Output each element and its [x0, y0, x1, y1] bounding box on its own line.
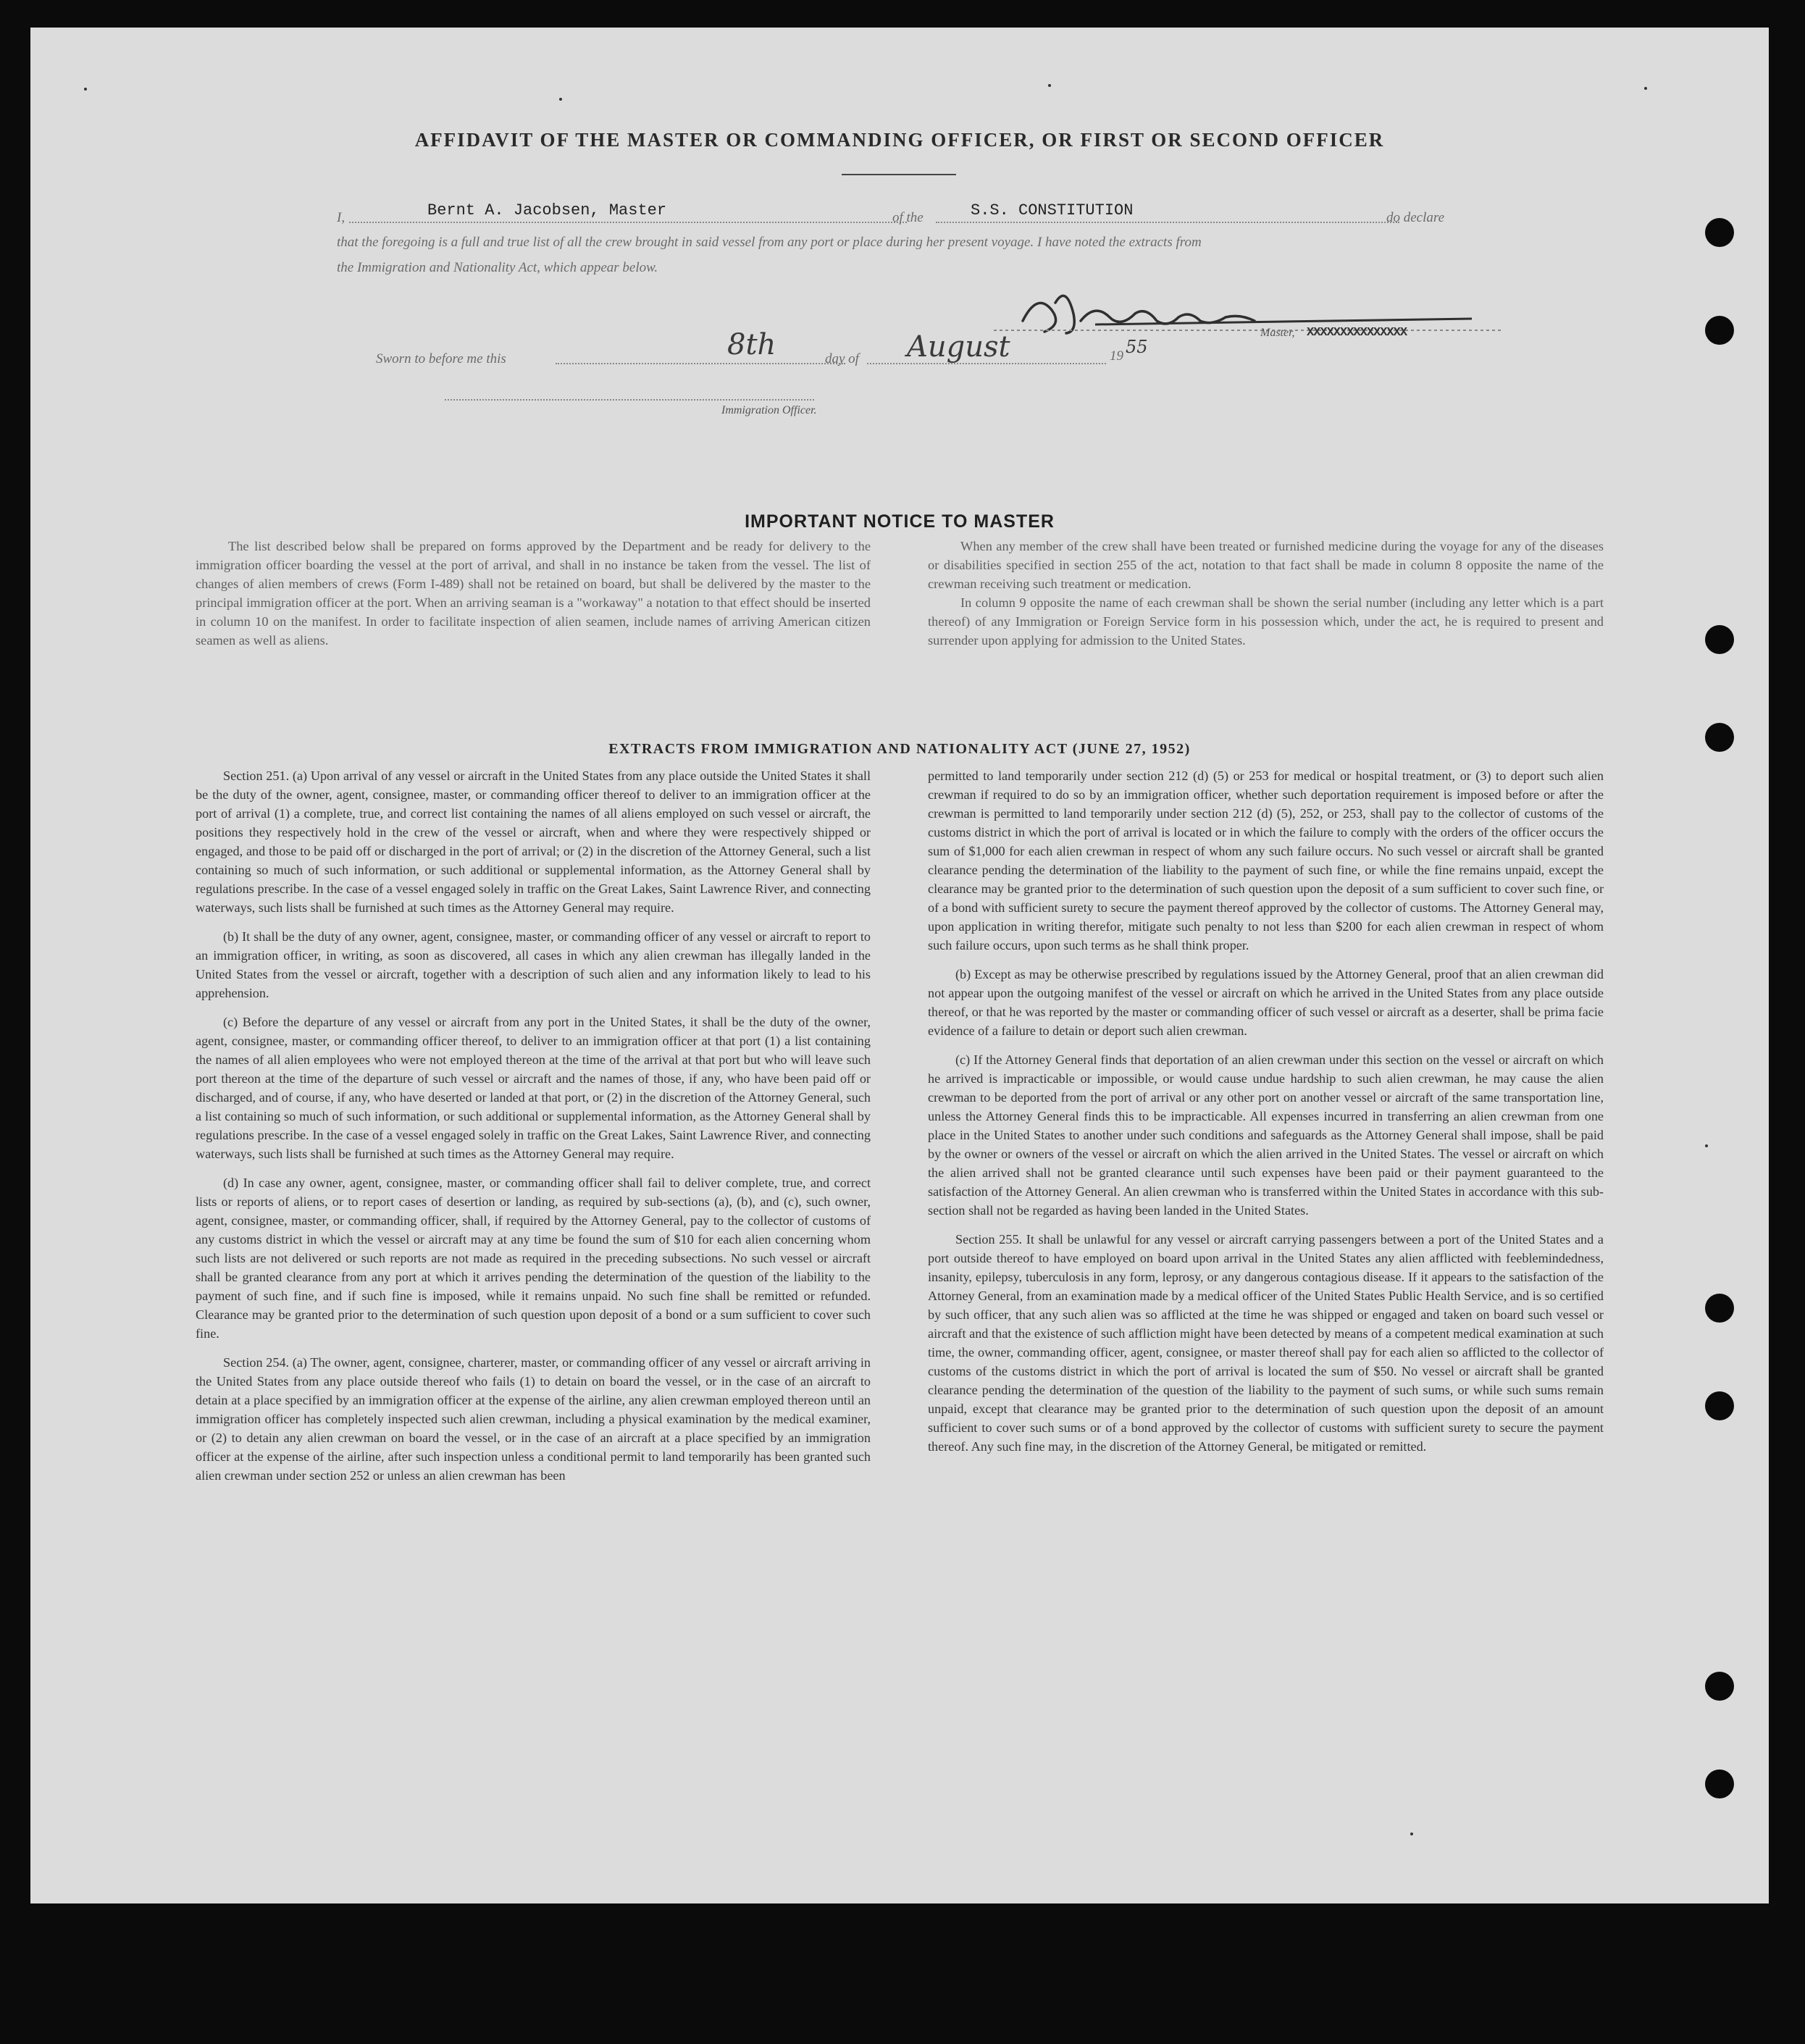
master-label: Master, — [1260, 327, 1295, 339]
speck — [1705, 1144, 1708, 1147]
declaration-line-2: the Immigration and Nationality Act, which appear below. — [337, 260, 658, 275]
title-rule — [842, 174, 956, 175]
day-of-label: day of — [825, 351, 859, 367]
notice-right-paragraph-1: When any member of the crew shall have been treated or furnished medicine during the voyage for any of the diseases or disabilities specified in section 255 of the act, notation to that fact shall be made in column 8 opposite the name of the crewman receiving such treatment or medication. — [928, 539, 1604, 591]
do-declare-label: do declare — [1386, 210, 1445, 225]
sworn-day: 8th — [727, 328, 776, 361]
year-suffix: 55 — [1126, 337, 1148, 357]
notice-title: IMPORTANT NOTICE TO MASTER — [745, 511, 1055, 532]
struck-title: XXXXXXXXXXXXXXX — [1307, 326, 1407, 340]
name-dotted-line — [349, 222, 907, 223]
speck — [1644, 87, 1647, 90]
vessel-dotted-line — [936, 222, 1399, 223]
notice-right-column — [928, 537, 1604, 650]
master-signature — [994, 281, 1501, 346]
section-254a: Section 254. (a) The owner, agent, consignee, charterer, master, or commanding officer of any vessel or aircraft arriving in the United States from any place outside thereof who fails (1) to detain on board the vessel, or in the case of an aircraft to detain at a place specified by an immigration officer at the expense of the airline, any alien crewman employed thereon until an immigration officer has completely inspected such alien crewman, including a physical examination by the medical examiner, or (2) to detain any alien crewman on board the vessel, or in the case of an aircraft at a place specified by an immigration officer at the expense of the airline, after such inspection unless a conditional permit to land temporarily has been granted such alien crewman under section 252 or unless an alien crewman has been — [196, 1355, 871, 1483]
binder-hole — [1705, 218, 1734, 247]
speck — [1410, 1833, 1413, 1835]
extracts-right-column — [928, 766, 1604, 1466]
year-prefix: 19 — [1110, 348, 1123, 364]
binder-hole — [1705, 1391, 1734, 1420]
notice-right-paragraph-2: In column 9 opposite the name of each crewman shall be shown the serial number (including any letter which is a part thereof) of any Immigration or Foreign Service form in his possession which, under the act, he is required to present and surrender upon applying for admission to the United States. — [928, 595, 1604, 648]
sworn-month: August — [907, 330, 1010, 364]
officer-label: Immigration Officer. — [721, 404, 817, 416]
extracts-left-column — [196, 766, 871, 1495]
binder-hole — [1705, 723, 1734, 752]
day-dotted-line — [556, 363, 845, 364]
section-255: Section 255. It shall be unlawful for any vessel or aircraft carrying passengers between a port of the United States and a port outside thereof to have employed on board upon arrival in the United States any alien afflicted with feeblemindedness, insanity, epilepsy, tuberculosis in any form, leprosy, or any dangerous contagious disease. If it appears to the satisfaction of the Attorney General, from an examination made by a medical officer of the United States Public Health Service, and is so certified by such officer, that any such alien was so afflicted at the time he was shipped or engaged and taken on board such vessel or aircraft and that the existence of such affliction might have been detected by means of a competent medical examination at such time, the owner, commanding officer, agent, consignee, or master thereof shall pay for each alien so afflicted to the collector of customs of the customs district in which the port of arrival is located the sum of $50. No vessel or aircraft shall be granted clearance pending the determination of the question of the liability to the payment of such sums, or while such sums remain unpaid, except that clearance may be granted prior to the determination of such question upon the deposit of an amount sufficient to cover such sums or of a bond approved by the collector of customs with sufficient surety to secure the payment thereof. Any such fine may, in the discretion of the Attorney General, be mitigated or remitted. — [928, 1232, 1604, 1454]
notice-left-paragraph: The list described below shall be prepared on forms approved by the Department and be ready for delivery to the immigration officer boarding the vessel at the port of arrival, and shall in no instance be taken from the vessel. The list of changes of alien members of crews (Form I-489) shall not be retained on board, but shall be delivered by the master to the principal immigration officer at the port. When an arriving seaman is a "workaway" a notation to that effect should be inserted in column 10 on the manifest. In order to facilitate inspection of alien seamen, include names of arriving American citizen seamen as well as aliens. — [196, 539, 871, 648]
section-254b: (b) Except as may be otherwise prescribed by regulations issued by the Attorney General, proof that an alien crewman did not appear upon the outgoing manifest of the vessel or aircraft on which he arrived in the United States from any place outside thereof, or that he was reported by the master or commanding officer of such vessel or aircraft as a deserter, shall be prima facie evidence of a failure to detain or deport such alien crewman. — [928, 967, 1604, 1038]
declaration-line-1: that the foregoing is a full and true list of all the crew brought in said vessel from any port or place during her present voyage. I have noted the extracts from — [337, 235, 1202, 250]
binder-hole — [1705, 1672, 1734, 1701]
document-page — [30, 28, 1769, 1903]
officer-dotted-line — [445, 399, 814, 401]
section-254c: (c) If the Attorney General finds that deportation of an alien crewman under this section on the vessel or aircraft on which he arrived is impracticable or impossible, or would cause undue hardship to such alien crewman, he may cause the alien crewman to be deported from the port of arrival or any other port on another vessel or aircraft of the same transportation line, unless the Attorney General finds this to be impracticable. All expenses incurred in transferring an alien crewman from one place in the United States to another under such conditions and safeguards as the Attorney General shall impose, shall be paid by the owner or owners of the vessel or aircraft on which the alien arrived in the United States. The vessel or aircraft on which the alien arrived shall not be granted clearance until such expenses have been paid or their payment guaranteed to the satisfaction of the Attorney General. An alien crewman who is transferred within the United States in accordance with this sub-section shall not be regarded as having been landed in the United States. — [928, 1052, 1604, 1218]
sworn-label: Sworn to before me this — [376, 351, 506, 367]
i-label: I, — [337, 210, 345, 225]
master-name: Bernt A. Jacobsen, Master — [427, 201, 667, 219]
binder-hole — [1705, 1769, 1734, 1798]
section-251d: (d) In case any owner, agent, consignee, master, or commanding officer shall fail to deliver complete, true, and correct lists or reports of aliens, or to report cases of desertion or landing, as required by sub-sections (a), (b), and (c), such owner, agent, consignee, master, or commanding officer, shall, if required by the Attorney General, pay to the collector of customs of any customs district in which the vessel or aircraft may at any time be found the sum of $10 for each alien concerning whom such lists are not delivered or such reports are not made as required in the preceding subsections. No such vessel or aircraft shall be granted clearance from any port at which it arrives pending the determination of the question of the liability to the payment of such fine, and if such fine is imposed, while it remains unpaid. No such fine shall be remitted or refunded. Clearance may be granted prior to the determination of such question upon deposit of a bond or a sum sufficient to cover such fine. — [196, 1176, 871, 1341]
section-251a: Section 251. (a) Upon arrival of any vessel or aircraft in the United States from any place outside the United States it shall be the duty of the owner, agent, consignee, master, or commanding officer thereof to deliver to an immigration officer at the port of arrival (1) a complete, true, and correct list containing the names of all aliens employed on such vessel or aircraft, the positions they respectively hold in the crew of the vessel or aircraft, when and where they were respectively shipped or engaged, and those to be paid off or discharged in the port of arrival; or (2) in the discretion of the Attorney General, such a list containing so much of such information, or such additional or supplemental information, as the Attorney General shall by regulations prescribe. In the case of a vessel engaged solely in traffic on the Great Lakes, Saint Lawrence River, and connecting waterways, such lists shall be furnished at such times as the Attorney General may require. — [196, 768, 871, 915]
notice-left-column — [196, 537, 871, 650]
vessel-name: S.S. CONSTITUTION — [971, 201, 1134, 219]
of-the-label: of the — [892, 210, 924, 225]
binder-hole — [1705, 625, 1734, 654]
section-251b: (b) It shall be the duty of any owner, agent, consignee, master, or commanding officer of any vessel or aircraft to report to an immigration officer, in writing, as soon as discovered, all cases in which any alien crewman has illegally landed in the United States from the vessel or aircraft, together with a description of such alien and any information likely to lead to his apprehension. — [196, 929, 871, 1000]
section-251c: (c) Before the departure of any vessel or aircraft from any port in the United States, it shall be the duty of the owner, agent, consignee, master, or commanding officer thereof, to deliver to an immigration officer at that port (1) a list containing the names of all alien employees who were not employed thereon at the time of the arrival at that port but who will leave such port thereon at the time of the departure of such vessel or aircraft and the names of those, if any, who have been paid off or discharged, and of course, if any, who have deserted or landed at that port, or (2) in the discretion of the Attorney General, such a list containing so much of such information, or such additional or supplemental information, as the Attorney General shall by regulations prescribe. In the case of a vessel engaged solely in traffic on the Great Lakes, Saint Lawrence River, and connecting waterways, such lists shall be furnished at such times as the Attorney General may require. — [196, 1015, 871, 1161]
section-254a-continued: permitted to land temporarily under section 212 (d) (5) or 253 for medical or hospital treatment, or (3) to deport such alien crewman if required to do so by an immigration officer, whether such deportation requirement is imposed before or after the crewman is permitted to land temporarily under section 212 (d) (5), 252, or 253, shall pay to the collector of customs of the customs district in which the port of arrival is located or in which the failure to comply with the orders of the officer occurs the sum of $1,000 for each alien crewman in respect of whom any such failure occurs. No such vessel or aircraft shall be granted clearance pending the determination of the liability to the payment of such fine, or while the fine remains unpaid, except the clearance may be granted prior to the determination of such question upon the deposit of a sum sufficient to cover such fine, or of a bond with sufficient surety to secure the payment thereof approved by the collector of customs. The Attorney General may, upon application in writing therefor, mitigate such penalty to not less than $200 for each alien crewman in respect of whom such failure occurs, upon such terms as he shall think proper. — [928, 768, 1604, 952]
extracts-title: EXTRACTS FROM IMMIGRATION AND NATIONALITY ACT (JUNE 27, 1952) — [608, 741, 1191, 757]
binder-hole — [1705, 316, 1734, 345]
speck — [559, 98, 562, 101]
affidavit-title: AFFIDAVIT OF THE MASTER OR COMMANDING OFFICER, OR FIRST OR SECOND OFFICER — [414, 129, 1385, 151]
speck — [84, 88, 87, 91]
binder-hole — [1705, 1294, 1734, 1323]
speck — [1048, 84, 1051, 87]
